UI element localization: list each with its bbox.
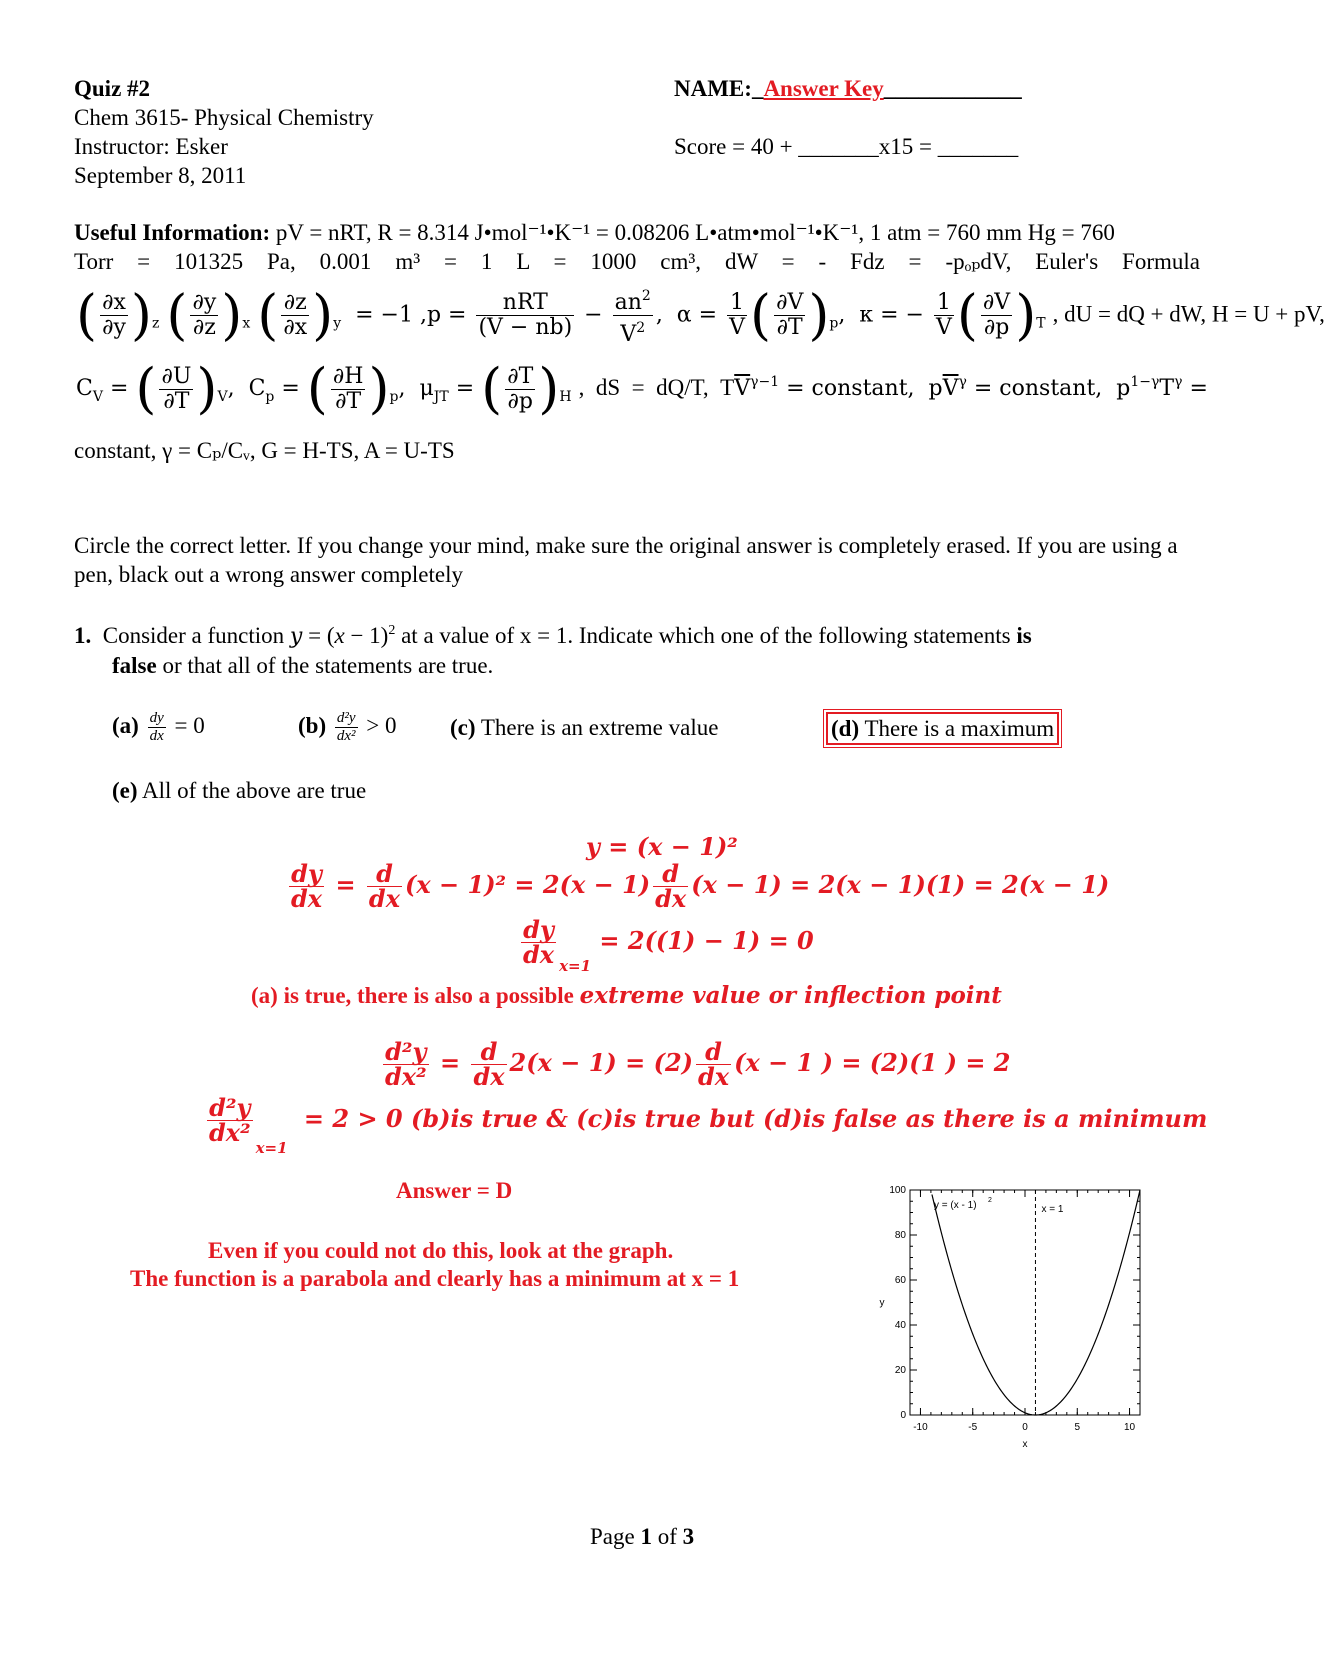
useful-info-label: Useful Information: (74, 220, 271, 245)
score-line: Score = 40 + _______x15 = _______ (674, 134, 1019, 159)
option-e[interactable]: (e) All of the above are true (112, 778, 367, 803)
x-tick-label: 10 (1123, 1422, 1136, 1433)
parabola-curve (932, 1190, 1140, 1415)
y-tick-label: 20 (894, 1365, 906, 1376)
legend-curve-label: y = (x - 1) (934, 1200, 977, 1211)
page-number: Page 1 of 3 (590, 1524, 695, 1549)
solution-eval-first: $\frac{dy}{dx}$ $_{x=1}$ = 2((1) − 1) = 0 (523, 915, 814, 975)
instructor: Instructor: Esker (74, 134, 228, 159)
vertical-line-label: x = 1 (1041, 1204, 1064, 1215)
option-b[interactable]: (b) $\frac{\text{d²y}}{\text{dx²}}$ > 0 (298, 710, 397, 745)
name-field: NAME:_Answer Key____________ (674, 76, 1022, 101)
y-tick-label: 60 (894, 1275, 906, 1286)
graph-note-1: Even if you could not do this, look at the graph. (208, 1238, 674, 1263)
formula-row-1: ( $\frac{\partial x}{\partial y}$ )$_z$ ( $\frac{\partial y}{\partial z}$ )$_x$ ( $\frac{\partial z}{\partial x}$ )$_y = -1$ ,p = $\frac{\text{nRT}}{(V - nb)}$ − $\frac{an^2}{V^2}$ , α = $\frac{1}{V}$ ( $\frac{\partial V}{\partial T}$ )$_p$, κ = − $\frac{1}{V}$ ( $\frac{\partial V}{\partial p}$ )$_T$ , dU = dQ + dW, H = U + pV, (76, 283, 1325, 347)
option-d-circled[interactable]: (d) There is a maximum (826, 712, 1059, 745)
x-axis-label: x (1022, 1439, 1028, 1450)
y-axis-label: y (879, 1297, 885, 1309)
y-tick-label: 40 (894, 1320, 906, 1331)
useful-info-line5: constant, γ = Cₚ/Cᵥ, G = H-TS, A = U-TS (74, 438, 455, 463)
note-a-true: (a) is true, there is also a possible extreme value or inflection point (251, 982, 1002, 1009)
x-tick-label: -5 (968, 1422, 978, 1433)
solution-first-derivative: $\frac{dy}{dx}$ = $\frac{d}{dx}$ (x − 1)² = 2(x − 1) $\frac{d}{dx}$ (x − 1) = 2(x − 1)(1) = 2(x − 1) (291, 859, 1110, 913)
option-c[interactable]: (c) There is an extreme value (450, 715, 719, 740)
instructions: Circle the correct letter. If you change your mind, make sure the original answer is completely erased. If you are using a pen, black out a wrong answer completely (74, 533, 1178, 587)
name-label: NAME: (674, 76, 752, 101)
x-tick-label: -10 (913, 1422, 928, 1433)
solution-second-derivative: $\frac{\text{d²y}}{\text{dx²}}$ = $\frac{d}{dx}$ 2(x − 1) = (2) $\frac{d}{dx}$ (x − 1 ) = (2)(1 ) = 2 (385, 1037, 1011, 1091)
plot-frame (910, 1190, 1140, 1415)
solution-function: y = (x − 1)² (586, 832, 738, 861)
legend-curve-sup: 2 (988, 1197, 992, 1204)
quiz-title: Quiz #2 (74, 76, 151, 101)
quiz-date: September 8, 2011 (74, 163, 247, 188)
quiz-header (74, 74, 374, 190)
x-tick-label: 0 (1022, 1422, 1028, 1433)
course-name: Chem 3615- Physical Chemistry (74, 105, 374, 130)
answer-line: Answer = D (396, 1178, 513, 1203)
useful-info-line1: Useful Information: pV = nRT, R = 8.314 J•mol⁻¹•K⁻¹ = 0.08206 L•atm•mol⁻¹•K⁻¹, 1 atm = 760 mm Hg = 760 (74, 220, 1115, 245)
name-value: Answer Key (763, 76, 884, 101)
parabola-chart (860, 1180, 1150, 1455)
y-tick-label: 100 (889, 1185, 906, 1196)
question-number: 1. (74, 623, 92, 648)
graph-note-2: The function is a parabola and clearly has a minimum at x = 1 (130, 1266, 740, 1291)
x-tick-label: 5 (1074, 1422, 1081, 1433)
solution-eval-second: $\frac{\text{d²y}}{\text{dx²}}$ $_{x=1}$ = 2 > 0 (b)is true & (c)is true but (d)is false as there is a minimum (209, 1093, 1208, 1157)
y-tick-label: 0 (900, 1410, 906, 1421)
useful-info-line2: Torr = 101325 Pa, 0.001 m³ = 1 L = 1000 cm³, dW = - Fdz = -pₒₚdV, Euler's Formula (74, 249, 1200, 274)
y-tick-label: 80 (894, 1230, 906, 1241)
formula-row-2: $C_V$ = ( $\frac{\partial U}{\partial T}$ )$_V$, $C_p$ = ( $\frac{\partial H}{\partial T}$ )$_p$, $\mu_{JT}$ = ( $\frac{\partial T}{\partial p}$ )$_H$ , dS = dQ/T, $T\overline{V}^{\gamma-1}$ = constant, $p\overline{V}^\gamma$ = constant, $p^{1-\gamma}T^\gamma$ = (76, 357, 1208, 420)
option-a[interactable]: (a) $\frac{dy}{dx}$ = 0 (112, 710, 205, 745)
question-1-text: 1. Consider a function $y = (x - 1)^2$ at a value of x = 1. Indicate which one of the following statements is false or that all of the statements are true. (74, 623, 1032, 678)
